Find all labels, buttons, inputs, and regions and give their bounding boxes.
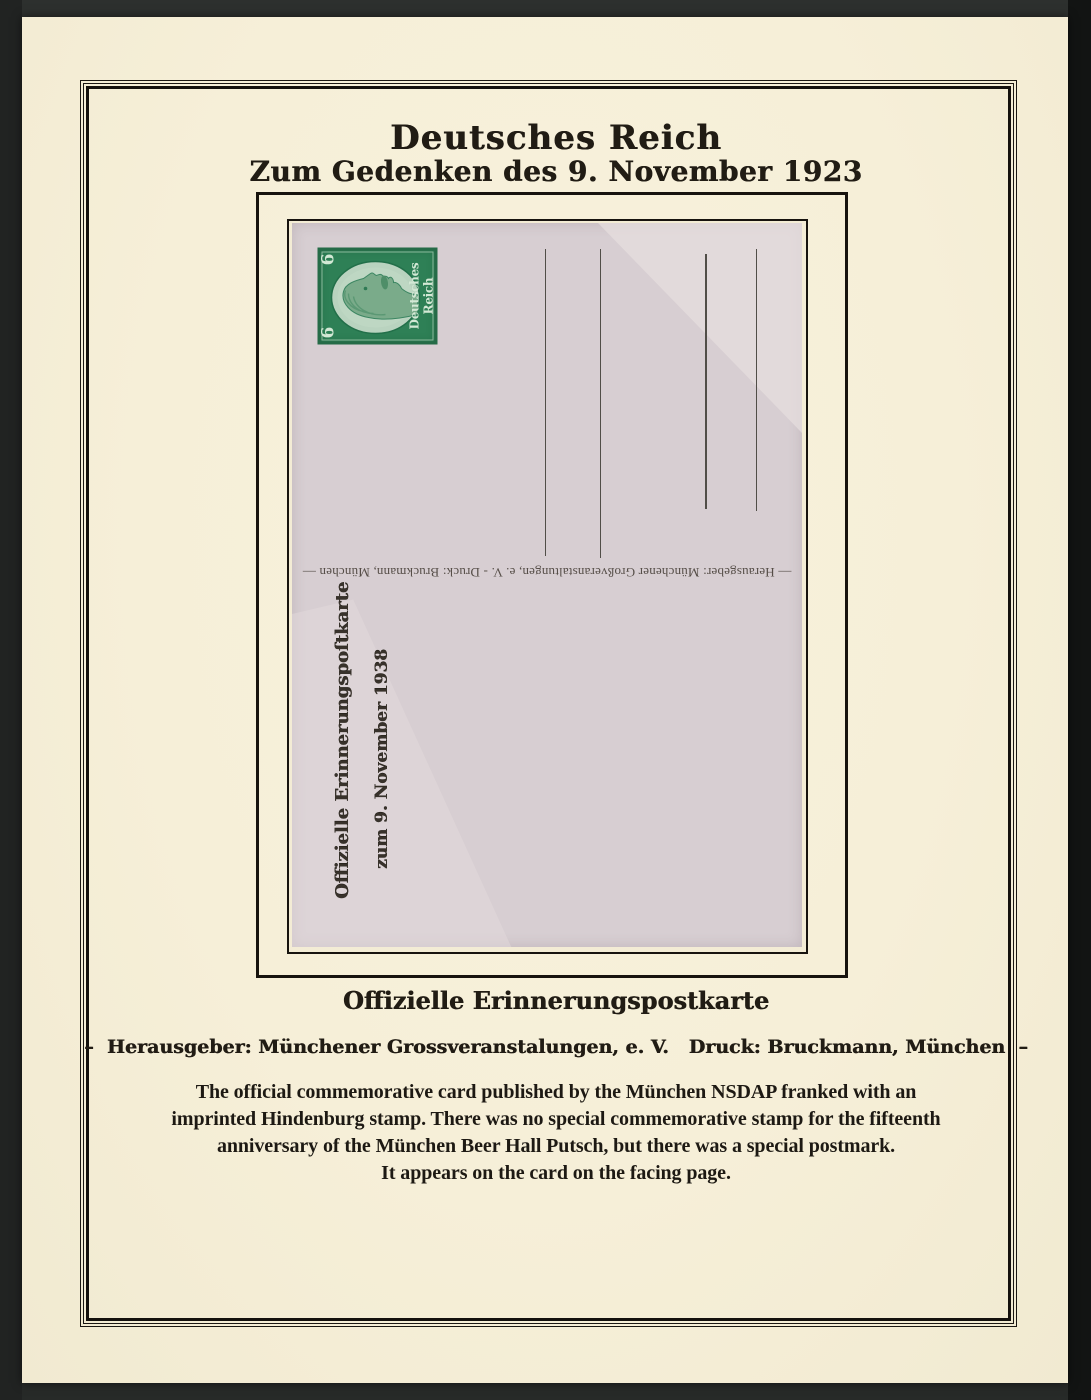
stamp-denomination-left: 6	[318, 326, 338, 338]
stamp-country-label: Deutsches Reich	[407, 262, 435, 329]
stamp-design	[317, 247, 437, 344]
card-publisher-imprint-inverted: — Herausgeber: Münchener Großveranstaltungen, e. V. - Druck: Bruckmann, München —	[302, 565, 792, 580]
address-line-1	[545, 249, 546, 556]
card-side-caption-line1: Offizielle Erinnerungspoſtkarte	[332, 581, 353, 899]
description-line-4: It appears on the card on the facing page.	[381, 1162, 731, 1184]
page-title: Deutsches Reich	[390, 118, 722, 158]
description-line-1: The official commemorative card published by the München NSDAP franked with an	[195, 1081, 917, 1103]
album-page	[22, 17, 1068, 1383]
card-side-caption-line2: zum 9. November 1938	[372, 648, 392, 870]
publisher-caption: – Herausgeber: Münchener Grossveranstalungen, e. V. Druck: Bruckmann, München –	[84, 1036, 1028, 1058]
card-holder-frame	[287, 219, 808, 954]
page-subtitle: Zum Gedenken des 9. November 1923	[249, 155, 863, 188]
scan-background-bottom	[0, 1381, 1091, 1400]
description-line-3: anniversary of the München Beer Hall Putsch, but there was a special postmark.	[216, 1135, 896, 1157]
address-line-3	[705, 254, 707, 509]
description-line-2: imprinted Hindenburg stamp. There was no special commemorative stamp for the fifteenth	[171, 1108, 941, 1130]
hindenburg-stamp	[317, 247, 437, 344]
address-line-4	[756, 249, 757, 511]
scan-background-right	[1068, 0, 1091, 1400]
card-caption: Offizielle Erinnerungspostkarte	[342, 986, 770, 1015]
description-paragraph	[33, 1079, 1079, 1187]
postcard	[292, 223, 802, 947]
scan-background-left	[0, 0, 22, 1400]
stamp-denomination-right: 6	[318, 253, 338, 265]
address-line-2	[600, 249, 601, 558]
card-side-caption	[322, 581, 406, 899]
scan-background-top	[0, 0, 1091, 18]
